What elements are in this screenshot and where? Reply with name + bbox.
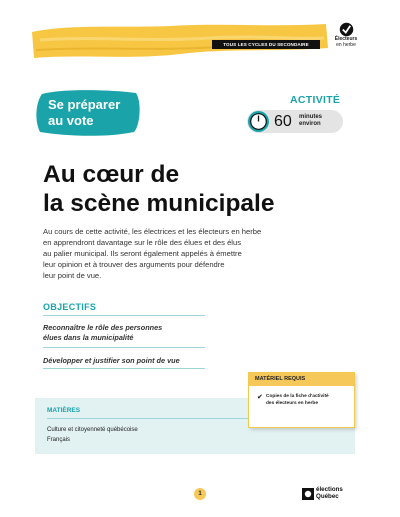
logo-top-line2: en herbe xyxy=(336,41,356,48)
objective-item-line: Reconnaître le rôle des personnes xyxy=(43,323,163,332)
badge-line2: au vote xyxy=(48,113,94,128)
matieres-heading: MATIÈRES xyxy=(47,407,81,414)
check-circle-icon xyxy=(339,22,354,37)
matiere-item: Culture et citoyenneté québécoise xyxy=(47,427,138,433)
objectifs-divider xyxy=(43,347,205,348)
footer-logo-line2: Québec xyxy=(316,492,339,500)
electeurs-en-herbe-logo xyxy=(330,22,362,48)
clock-icon xyxy=(247,110,270,133)
objective-item: Développer et justifier son point de vue xyxy=(43,356,180,365)
series-tag: TOUS LES CYCLES DU SECONDAIRE xyxy=(212,40,320,49)
title-line1: Au cœur de xyxy=(43,161,180,188)
objectifs-divider xyxy=(43,315,205,316)
intro-line: Au cours de cette activité, les électrices et les électeurs en herbe xyxy=(43,227,262,236)
materiel-heading: MATÉRIEL REQUIS xyxy=(249,373,354,386)
objective-item xyxy=(43,323,213,343)
intro-line: en apprendront davantage sur le rôle des élues et des élus xyxy=(43,238,241,247)
logo-top-line1: Électeurs xyxy=(334,36,358,42)
matiere-item: Français xyxy=(47,437,71,443)
checkmark-icon: ✔ xyxy=(257,394,263,401)
objectifs-heading: OBJECTIFS xyxy=(43,302,97,312)
duration-pill xyxy=(247,110,343,133)
materiel-item-line: des électeurs en herbe xyxy=(266,401,318,406)
duration-unit-line1: minutes xyxy=(299,114,323,120)
page-title xyxy=(43,160,275,218)
objective-item-line: élues dans la municipalité xyxy=(43,333,134,342)
section-badge xyxy=(34,88,142,138)
intro-line: leur opinion et à trouver des arguments pour défendre xyxy=(43,260,225,269)
materiel-item xyxy=(266,393,350,407)
badge-line1: Se préparer xyxy=(48,97,121,112)
activity-label: ACTIVITÉ xyxy=(290,94,341,106)
objectifs-divider xyxy=(43,368,205,369)
materiel-requis-card xyxy=(248,372,355,428)
elections-quebec-mark-icon xyxy=(302,488,314,500)
page-number: 1 xyxy=(194,488,206,500)
intro-paragraph xyxy=(43,226,328,281)
materiel-item-line: Copies de la fiche d'activité xyxy=(266,394,329,399)
footer-logo-line1: élections xyxy=(316,486,343,493)
title-line2: la scène municipale xyxy=(43,190,275,217)
intro-line: leur point de vue. xyxy=(43,271,102,280)
duration-unit-line2: environ xyxy=(299,121,321,127)
intro-line: au palier municipal. Ils seront également appelés à émettre xyxy=(43,249,242,258)
duration-value: 60 xyxy=(274,113,292,130)
